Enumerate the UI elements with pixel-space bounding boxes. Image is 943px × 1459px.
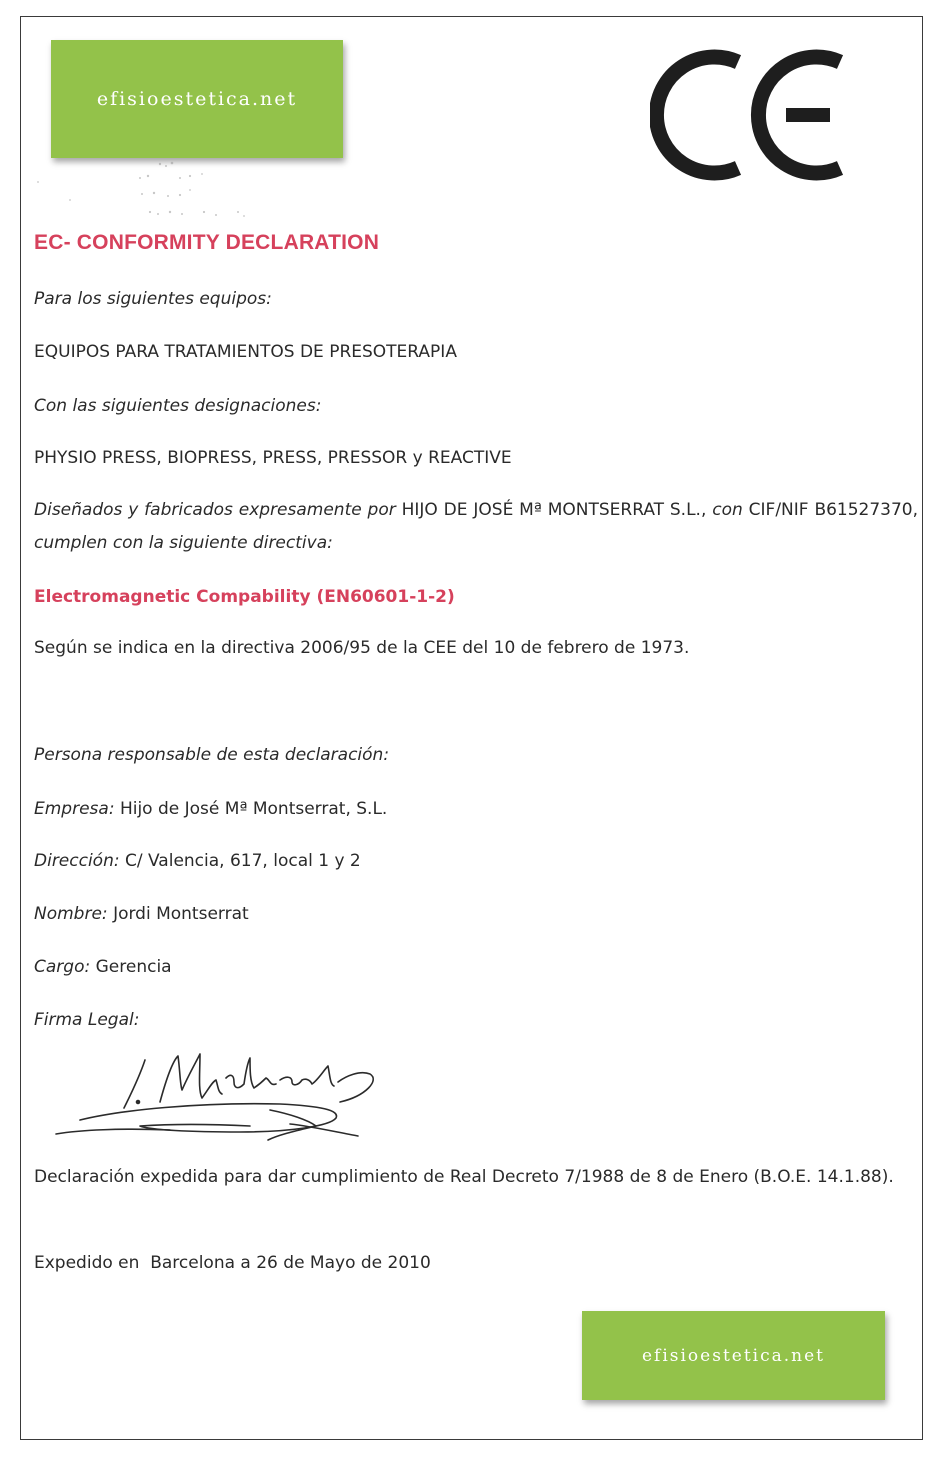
- legal-note: Declaración expedida para dar cumplimiento de Real Decreto 7/1988 de 8 de Enero (B.O.E. 14.1.88).: [34, 1167, 894, 1187]
- cargo-label: Cargo:: [34, 957, 91, 977]
- manufacturer-con: con: [712, 500, 743, 520]
- cargo-row: [34, 952, 172, 982]
- issued-line: [34, 1248, 431, 1278]
- direccion-value: C/ Valencia, 617, local 1 y 2: [125, 851, 361, 871]
- nombre-label: Nombre:: [34, 904, 108, 924]
- directive-title: Electromagnetic Compability (EN60601-1-2): [34, 587, 455, 607]
- direccion-row: [34, 846, 361, 876]
- top-brand-logo: [51, 40, 343, 158]
- manufacturer-tail: cumplen con la siguiente directiva:: [34, 533, 333, 553]
- cif-label: CIF/NIF: [748, 500, 809, 520]
- declaration-heading: EC- CONFORMITY DECLARATION: [34, 231, 380, 254]
- top-brand-text: efisioestetica.net: [96, 88, 298, 110]
- bottom-brand-text: efisioestetica.net: [641, 1345, 826, 1366]
- bottom-brand-logo: [582, 1311, 885, 1400]
- nombre-row: [34, 899, 249, 929]
- empresa-row: [34, 794, 387, 824]
- nombre-value: Jordi Montserrat: [113, 904, 249, 924]
- equipment-value: EQUIPOS PARA TRATAMIENTOS DE PRESOTERAPIA: [34, 342, 457, 362]
- issued-text: Expedido en Barcelona a 26 de Mayo de 2010: [34, 1253, 431, 1273]
- direccion-label: Dirección:: [34, 851, 120, 871]
- empresa-value: Hijo de José Mª Montserrat, S.L.: [119, 799, 388, 819]
- ce-mark-logo: [650, 40, 850, 190]
- designations-value: PHYSIO PRESS, BIOPRESS, PRESS, PRESSOR y REACTIVE: [34, 448, 512, 468]
- stamp-residue: [30, 160, 270, 230]
- directive-reference: Según se indica en la directiva 2006/95 de la CEE del 10 de febrero de 1973.: [34, 638, 690, 658]
- empresa-label: Empresa:: [34, 799, 115, 819]
- cif-value: B61527370,: [814, 500, 919, 520]
- manufacturer-intro: Diseñados y fabricados expresamente por: [34, 500, 396, 520]
- designations-label: Con las siguientes designaciones:: [34, 396, 322, 416]
- firma-label: Firma Legal:: [34, 1010, 140, 1030]
- responsible-label: Persona responsable de esta declaración:: [34, 745, 390, 765]
- handwritten-signature: [40, 1040, 400, 1150]
- manufacturer-company: HIJO DE JOSÉ Mª MONTSERRAT S.L.,: [401, 500, 707, 520]
- manufacturer-paragraph: [34, 494, 918, 560]
- cargo-value: Gerencia: [95, 957, 172, 977]
- equipment-label: Para los siguientes equipos:: [34, 289, 272, 309]
